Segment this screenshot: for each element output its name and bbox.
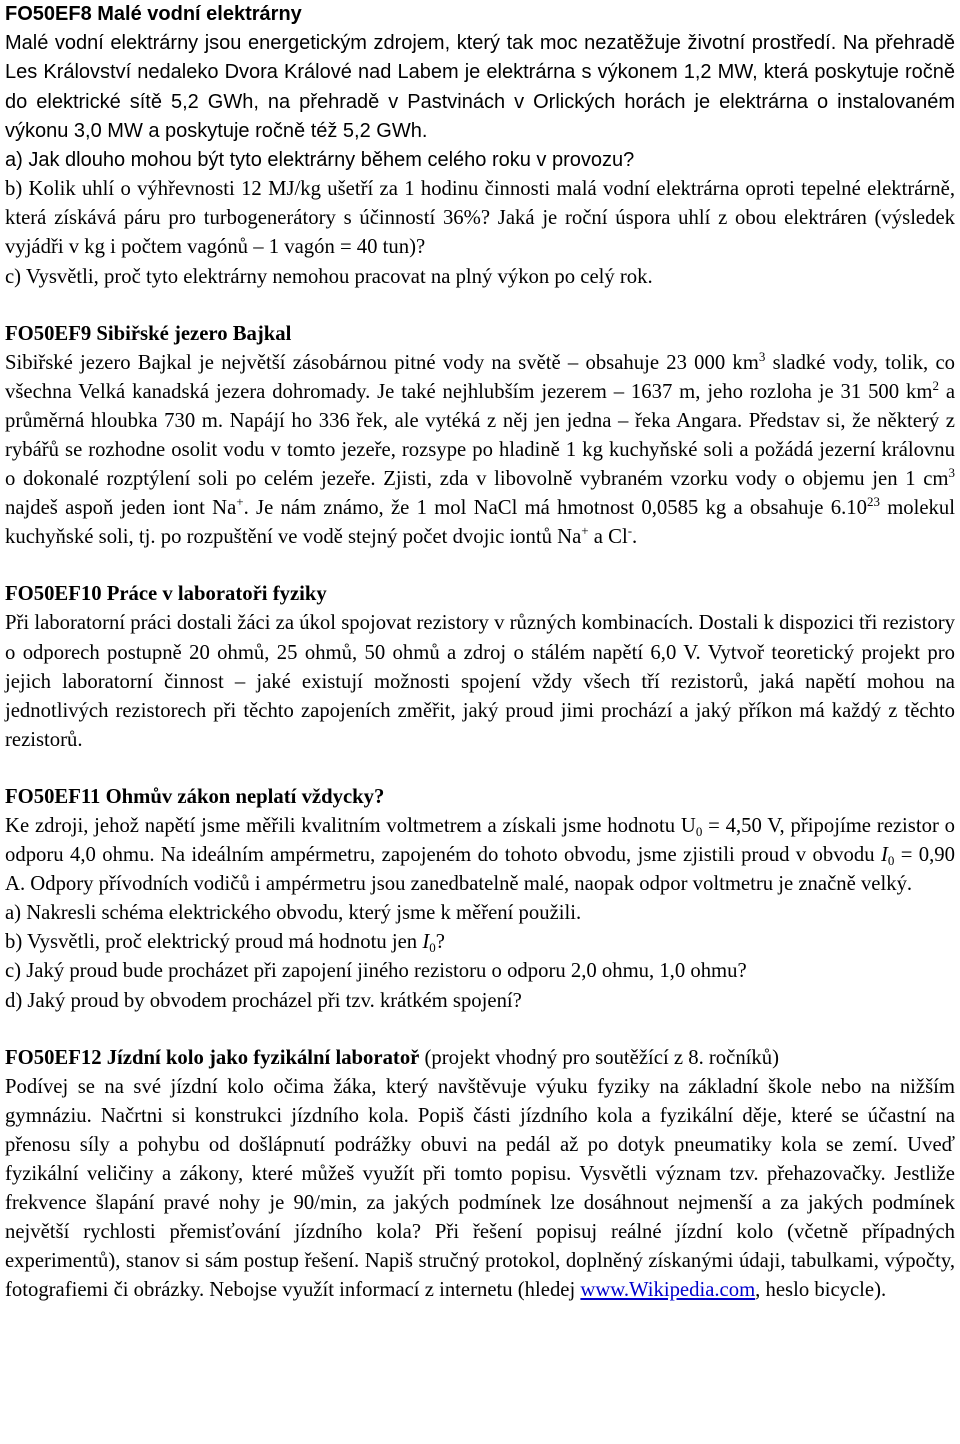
question-b <box>5 928 955 957</box>
text-run: a průměrná hloubka 730 m. Napájí ho 336 řek, ale vytéká z něj jen jedna – řeka Angara. Představ si, že některý z rybářů se rozhodne osolit vodu v tomto jezeře, rozsype po hladině 1 kg kuchyňské soli a požádá jezerní královnu o dokonalé rozptýlení soli po celém jezeře. Zjisti, zda v libovolně vybraném vzorku vody o objemu jen 1 cm <box>5 380 955 491</box>
title-note: (projekt vhodný pro soutěžící z 8. ročníků) <box>419 1046 779 1069</box>
section-fo50ef9 <box>5 320 955 553</box>
text-run: . <box>632 526 638 549</box>
text-run: Ke zdroji, jehož napětí jsme měřili kvalitním voltmetrem a získali jsme hodnotu U <box>5 815 696 837</box>
paragraph: Malé vodní elektrárny jsou energetickým zdrojem, který tak moc nezatěžuje životní prostředí. Na přehradě Les Království nedaleko Dvora Králové nad Labem je elektrárna s výkonem 1,2 MW, která poskytuje ročně do elektrické sítě 5,2 GWh, na přehradě v Pastvinách v Orlických horách je elektrárna o instalovaném výkonu 3,0 MW a poskytuje ročně též 5,2 GWh. <box>5 32 955 142</box>
question-b: b) Kolik uhlí o výhřevnosti 12 MJ/kg ušetří za 1 hodinu činnosti malá vodní elektrárna oproti tepelné elektrárně, která získává páru pro turbogenerátory s účinností 36%? Jaká je roční úspora uhlí z obou elektráren (výsledek vyjádři v kg i počtem vagónů – 1 vagón = 40 tun)? <box>5 178 955 259</box>
section-fo50ef10 <box>5 580 955 755</box>
text-run: najdeš aspoň jeden iont Na <box>5 497 237 520</box>
subscript: 0 <box>695 824 703 839</box>
superscript: + <box>236 494 244 510</box>
section-title: FO50EF9 Sibiřské jezero Bajkal <box>5 322 292 345</box>
section-fo50ef11 <box>5 783 955 1016</box>
text-run: Sibiřské jezero Bajkal je největší zásobárnou pitné vody na světě – obsahuje 23 000 km <box>5 351 759 374</box>
superscript: + <box>581 523 589 539</box>
text-run: b) Vysvětli, proč elektrický proud má hodnotu jen <box>5 931 423 954</box>
paragraph <box>5 349 955 553</box>
section-title: FO50EF11 Ohmův zákon neplatí vždycky? <box>5 785 385 808</box>
text-run: Podívej se na své jízdní kolo očima žáka, který navštěvuje výuku fyziky na základní škole nebo na nižším gymnáziu. Načrtni si konstrukci jízdního kola. Popiš části jízdního kola a fyzikální děje, které se účastní na přenosu síly a pohybu od došlápnutí podrážky obuvi na pedál až po dotyk pneumatiky kola se zemí. Uveď fyzikální veličiny a zákony, které můžeš využít při tomto popisu. Vysvětli význam tzv. přehazovačky. Jestliže frekvence šlapání pravé nohy je 90/min, za jakých podmínek lze dosáhnout nejmenší a za jakých podmínek největší rychlosti přemisťování jízdního kola? Při řešení popisuj reálné jízdní kolo (včetně případných experimentů), stanov si sám postup řešení. Napiš stručný protokol, doplněný získanými údaji, tabulkami, výpočty, fotografiemi či obrázky. Nebojse využít informací z internetu (hledej <box>5 1075 955 1302</box>
section-title: FO50EF8 Malé vodní elektrárny <box>5 3 302 25</box>
subscript: 0 <box>887 853 895 869</box>
text-run: , heslo bicycle). <box>755 1279 887 1302</box>
text-run: = 4,50 V, připojíme rezistor o odporu 4,0 ohmu. Na ideálním ampérmetru, zapojeném do tohoto obvodu, jsme zjistili proud v obvodu <box>5 815 955 867</box>
wikipedia-link[interactable]: www.Wikipedia.com <box>580 1279 756 1302</box>
question-d: d) Jaký proud by obvodem procházel při tzv. krátkém spojení? <box>5 989 522 1012</box>
text-run: sladké vody, tolik, co všechna Velká kanadská jezera dohromady. Je také nejhlubším jezerem – 1637 m, jeho rozloha je 31 500 km <box>5 351 955 403</box>
variable: I <box>422 931 430 954</box>
text-run: a Cl <box>588 526 628 549</box>
section-fo50ef8 <box>5 0 955 175</box>
section-title: FO50EF12 Jízdní kolo jako fyzikální laboratoř <box>5 1046 420 1069</box>
superscript: - <box>627 523 633 539</box>
question-c: c) Jaký proud bude procházet při zapojení jiného rezistoru o odporu 2,0 ohmu, 1,0 ohmu? <box>5 960 747 983</box>
variable: I <box>880 844 888 867</box>
superscript: 23 <box>866 494 880 510</box>
section-heading <box>5 1044 955 1073</box>
paragraph <box>5 812 955 899</box>
question-c: c) Vysvětli, proč tyto elektrárny nemohou pracovat na plný výkon po celý rok. <box>5 265 653 288</box>
superscript: 3 <box>758 348 766 364</box>
subscript: 0 <box>429 940 436 956</box>
superscript: 3 <box>948 465 955 481</box>
section-fo50ef12 <box>5 1044 955 1306</box>
question-a: a) Nakresli schéma elektrického obvodu, který jsme k měření použili. <box>5 902 582 925</box>
section-title: FO50EF10 Práce v laboratoři fyziky <box>5 583 327 606</box>
text-run: ? <box>435 931 445 954</box>
paragraph <box>5 1073 955 1306</box>
section-fo50ef8-questions <box>5 175 955 291</box>
text-run: molekul kuchyňské soli, tj. po rozpuštění ve vodě stejný počet dvojic iontů Na <box>5 497 955 549</box>
text-run: = 0,90 A. Odpory přívodních vodičů i ampérmetru jsou zanedbatelně malé, naopak odpor voltmetru je značně velký. <box>5 844 955 896</box>
paragraph: Při laboratorní práci dostali žáci za úkol spojovat rezistory v různých kombinacích. Dostali k dispozici tři rezistory o odporech postupně 20 ohmů, 25 ohmů, 50 ohmů a zdroj o stálém napětí 6,0 V. Vytvoř teoretický projekt pro jejich laboratorní činnost – jaké existují možnosti spojení vždy všech tří rezistorů, jaká napětí mohou na jednotlivých rezistorech při těchto zapojeních změřit, jaký proud jimi prochází a jaký příkon má každý z těchto rezistorů. <box>5 612 955 751</box>
text-run: . Je nám známo, že 1 mol NaCl má hmotnost 0,0585 kg a obsahuje 6.10 <box>243 497 867 520</box>
superscript: 2 <box>932 377 939 393</box>
question-a: a) Jak dlouho mohou být tyto elektrárny během celého roku v provozu? <box>5 149 635 172</box>
